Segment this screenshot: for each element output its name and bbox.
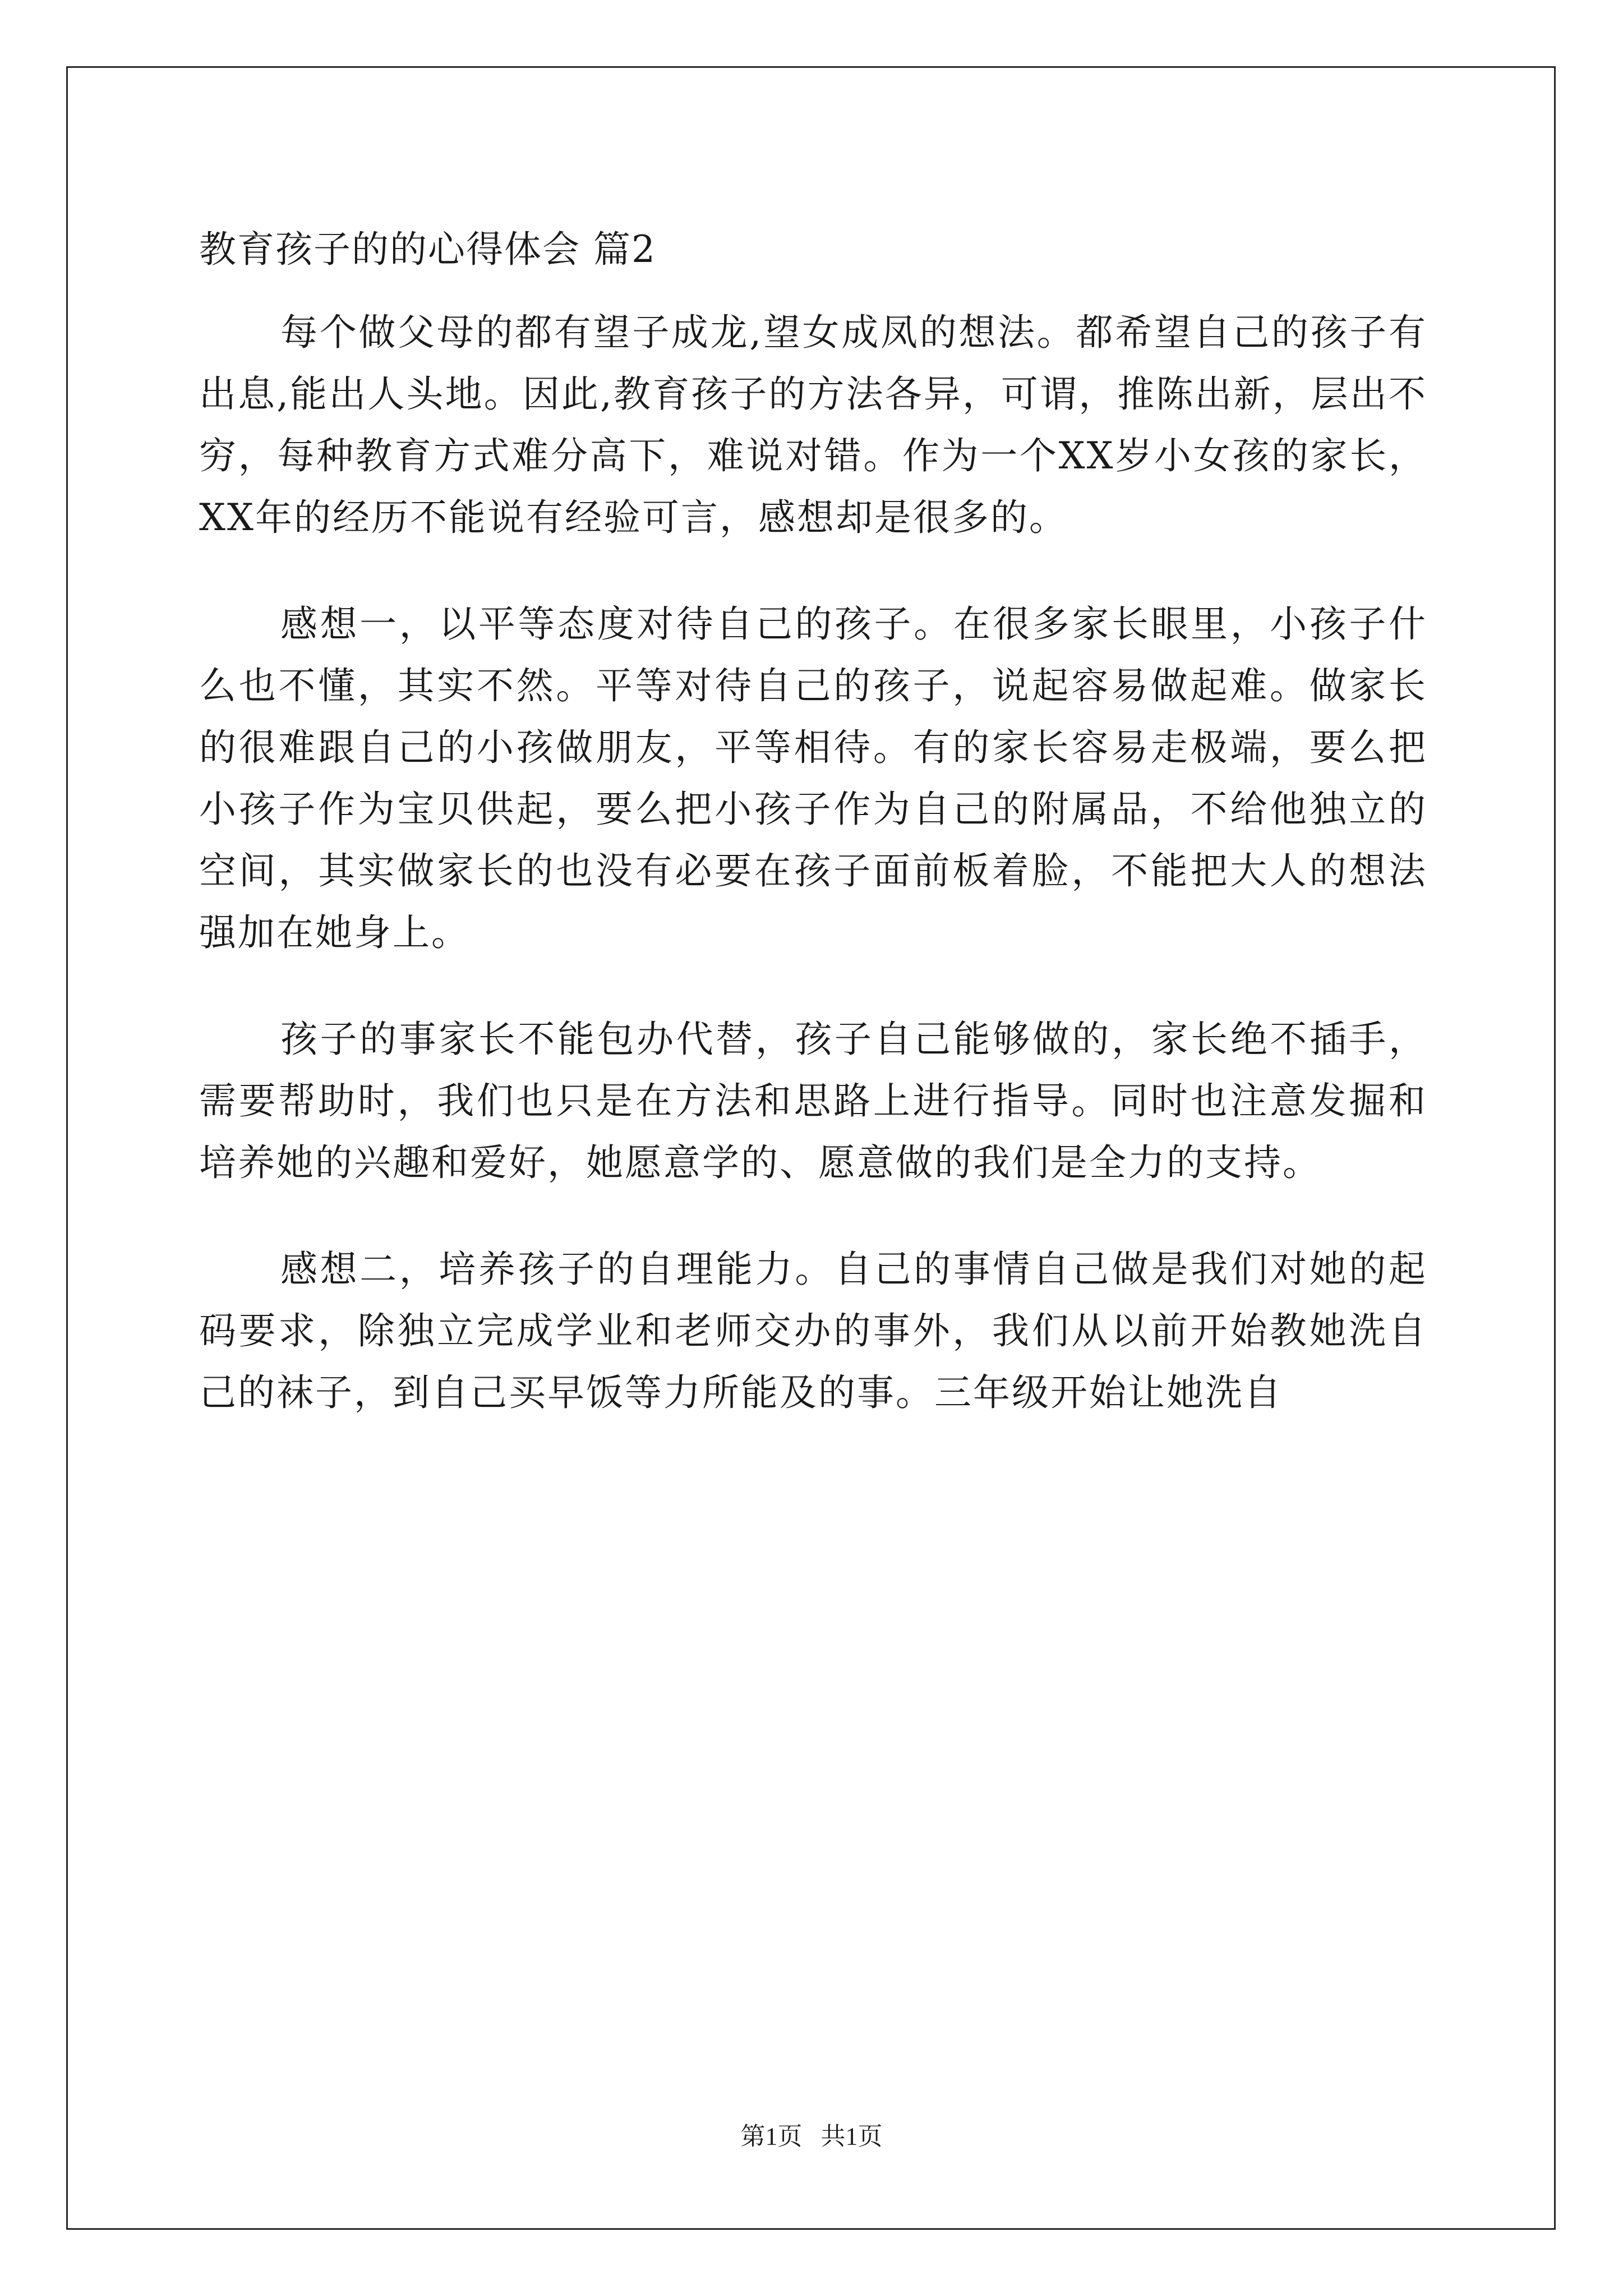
paragraph-2: 感想一，以平等态度对待自己的孩子。在很多家长眼里，小孩子什么也不懂，其实不然。平等对待自己的孩子，说起容易做起难。做家长的很难跟自己的小孩做朋友，平等相待。有的家长容易走极端，要么把小孩子作为宝贝供起，要么把小孩子作为自己的附属品，不给他独立的空间，其实做家长的也没有必要在孩子面前板着脸，不能把大人的想法强加在她身上。 (199, 602, 1427, 954)
document-body (199, 219, 1427, 1469)
paragraph-4: 感想二，培养孩子的自理能力。自己的事情自己做是我们对她的起码要求，除独立完成学业和老师交办的事外，我们从以前开始教她洗自己的袜子，到自己买早饭等力所能及的事。三年级开始让她洗自 (199, 1248, 1427, 1414)
paragraph-3: 孩子的事家长不能包办代替，孩子自己能够做的，家长绝不插手，需要帮助时，我们也只是在方法和思路上进行指导。同时也注意发掘和培养她的兴趣和爱好，她愿意学的、愿意做的我们是全力的支持。 (199, 1018, 1427, 1184)
document-title: 教育孩子的的心得体会 篇2 (199, 228, 656, 271)
paragraph-1: 每个做父母的都有望子成龙,望女成凤的想法。都希望自己的孩子有出息,能出人头地。因此,教育孩子的方法各异，可谓，推陈出新，层出不穷，每种教育方式难分高下，难说对错。作为一个XX岁小女孩的家长，XX年的经历不能说有经验可言，感想却是很多的。 (199, 311, 1427, 539)
page-number-footer: 第1页 共1页 (740, 2123, 883, 2150)
